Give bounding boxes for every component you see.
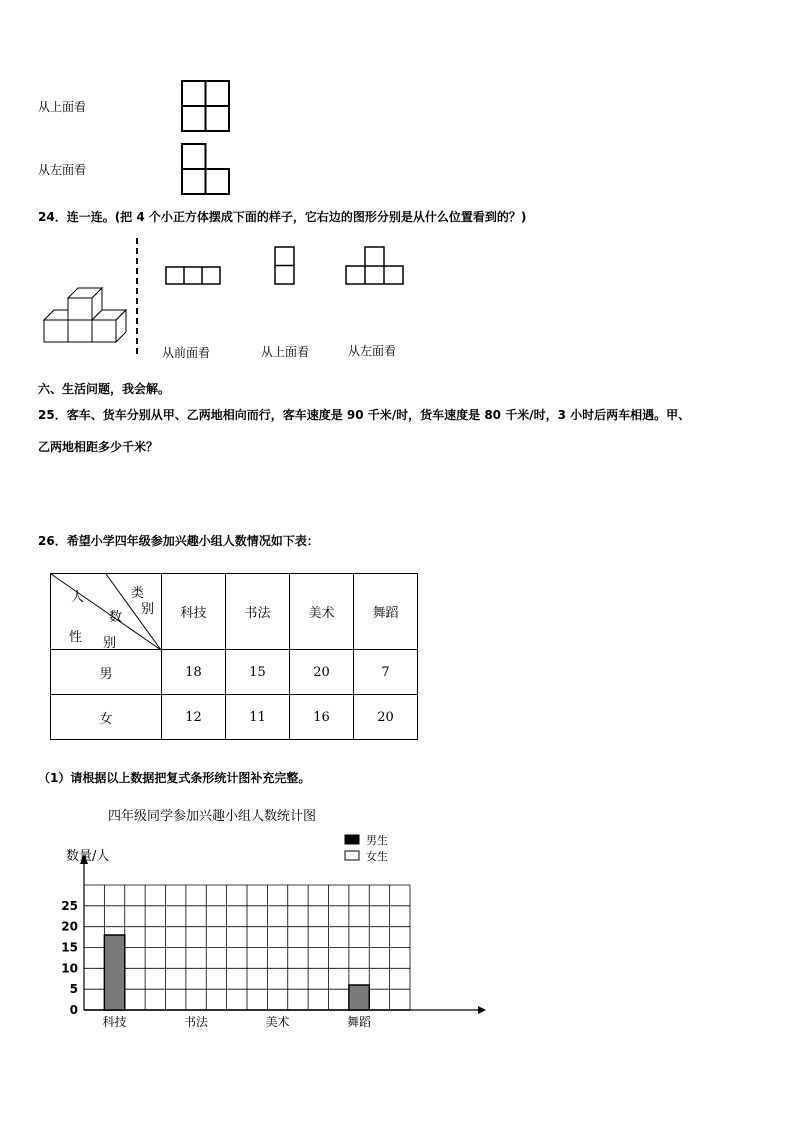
table-cell: 20 [354,695,418,740]
table-row-label: 女 [51,695,162,740]
table-cell: 20 [290,650,354,695]
table-cell: 7 [354,650,418,695]
corner-xing: 性 [69,630,83,645]
view-label-top: 从上面看 [261,345,310,359]
table-cell: 18 [162,650,226,695]
table-cell: 12 [162,695,226,740]
bar-male [349,985,369,1010]
view-label-front: 从前面看 [162,346,211,360]
table-cell: 16 [290,695,354,740]
y-tick-label: 25 [61,898,78,913]
y-tick-label: 20 [61,919,78,934]
corner-bie2: 别 [103,636,117,651]
q24-text: 24．连一连。(把 4 个小正方体摆成下面的样子，它右边的图形分别是从什么位置看到的？) [38,210,527,224]
x-axis-arrow [478,1006,486,1014]
q26-text: 26．希望小学四年级参加兴趣小组人数情况如下表： [38,534,319,548]
x-tick-label: 科技 [102,1015,127,1029]
legend-label-male: 男生 [366,834,388,847]
corner-bie: 别 [141,602,155,617]
section6-title: 六、生活问题，我会解。 [38,382,171,396]
view-label-left: 从左面看 [348,344,397,358]
y-axis-label: 数量/人 [66,849,110,864]
table-cell: 11 [226,695,290,740]
x-tick-label: 舞蹈 [347,1015,372,1029]
table-cell: 15 [226,650,290,695]
q25-line1: 25．客车、货车分别从甲、乙两地相向而行，客车速度是 90 千米/时，货车速度是 80 千米/时，3 小时后两车相遇。甲、 [38,408,691,422]
q25-line2: 乙两地相距多少千米？ [38,440,159,454]
y-tick-label: 5 [69,982,78,997]
legend-swatch-male [345,835,359,844]
table-header-cell: 科技 [162,574,226,650]
legend-label-female: 女生 [366,850,388,863]
corner-shu: 数 [109,610,123,625]
y-tick-label: 10 [61,961,78,976]
chart-title: 四年级同学参加兴趣小组人数统计图 [108,809,317,824]
view-top-label: 从上面看 [38,100,87,114]
table-header-cell: 美术 [290,574,354,650]
legend-swatch-female [345,851,359,860]
y-tick-label: 0 [69,1003,78,1017]
table-header-cell: 舞蹈 [354,574,418,650]
bar-male [104,935,124,1010]
x-tick-label: 书法 [184,1015,209,1029]
table-row-label: 男 [51,650,162,695]
view-left-label: 从左面看 [38,163,87,177]
corner-ren: 人 [71,590,85,605]
q26-sub1: （1）请根据以上数据把复式条形统计图补充完整。 [38,771,311,785]
corner-lei: 类 [131,586,145,601]
table-header-cell: 书法 [226,574,290,650]
x-tick-label: 美术 [265,1015,290,1029]
y-tick-label: 15 [61,940,78,955]
